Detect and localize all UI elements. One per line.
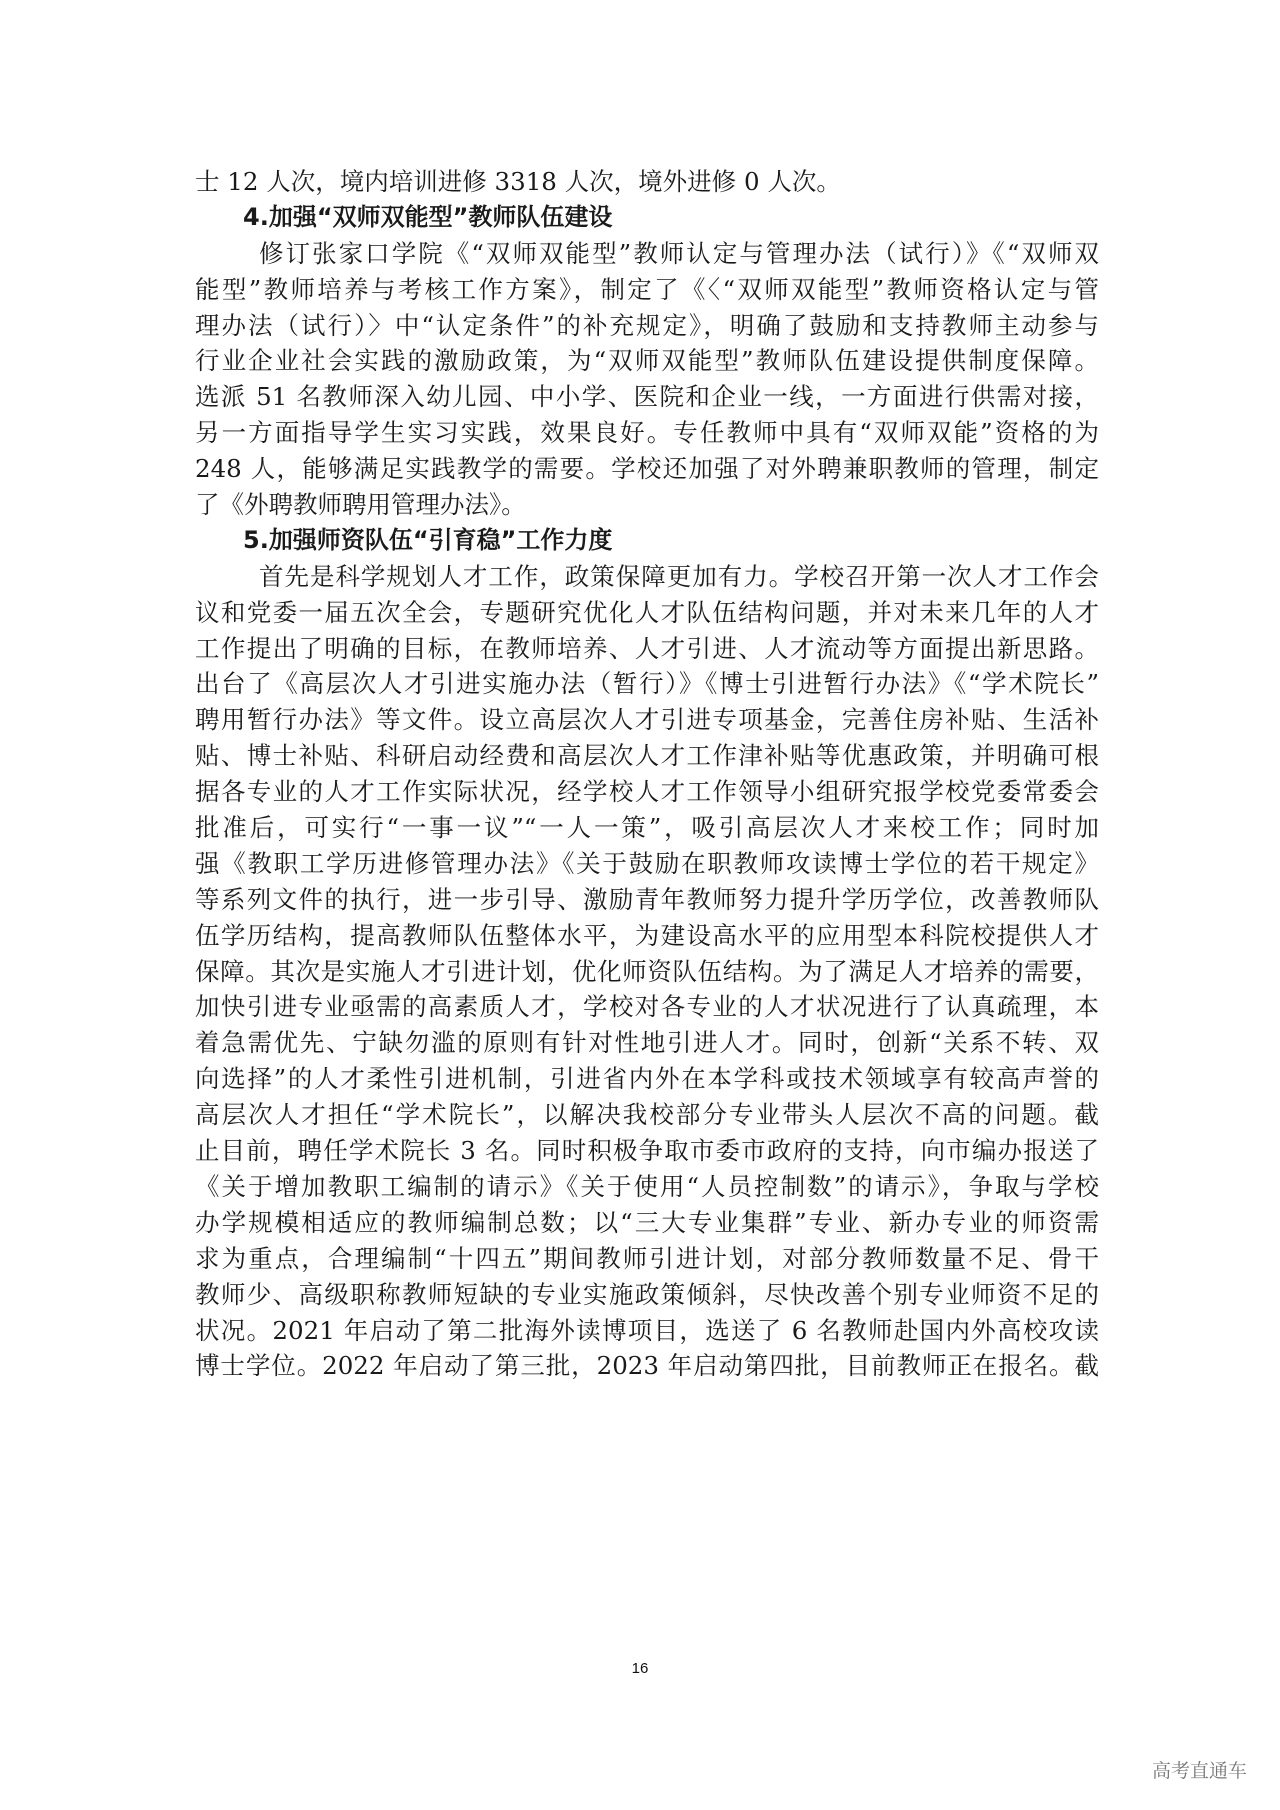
- text-line: 理办法（试行）〉中“认定条件”的补充规定》，明确了鼓励和支持教师主动参与: [195, 310, 1099, 340]
- text-line: 工作提出了明确的目标，在教师培养、人才引进、人才流动等方面提出新思路。: [195, 633, 1099, 663]
- text-line: 行业企业社会实践的激励政策，为“双师双能型”教师队伍建设提供制度保障。: [195, 346, 1099, 376]
- text-line: 据各专业的人才工作实际状况，经学校人才工作领导小组研究报学校党委常委会: [195, 777, 1099, 807]
- text-line: 等系列文件的执行，进一步引导、激励青年教师努力提升学历学位，改善教师队: [195, 884, 1099, 914]
- text-line: 求为重点，合理编制“十四五”期间教师引进计划，对部分教师数量不足、骨干: [195, 1243, 1099, 1273]
- text-line: 加快引进专业亟需的高素质人才，学校对各专业的人才状况进行了认真疏理，本: [195, 992, 1099, 1022]
- watermark-label: 高考直通车: [1151, 1760, 1247, 1782]
- page-number: 16: [631, 1660, 649, 1677]
- text-line: 止目前，聘任学术院长 3 名。同时积极争取市委市政府的支持，向市编办报送了: [195, 1136, 1099, 1166]
- text-line: 《关于增加教职工编制的请示》《关于使用“人员控制数”的请示》，争取与学校: [195, 1171, 1099, 1201]
- text-line: 选派 51 名教师深入幼儿园、中小学、医院和企业一线，一方面进行供需对接，: [195, 382, 1099, 412]
- section-heading-4: 4.加强“双师双能型”教师队伍建设: [243, 202, 613, 231]
- text-line: 保障。其次是实施人才引进计划，优化师资队伍结构。为了满足人才培养的需要，: [195, 956, 1099, 986]
- document-body: [195, 164, 1099, 1384]
- text-line: 另一方面指导学生实习实践，效果良好。专任教师中具有“双师双能”资格的为: [195, 418, 1099, 448]
- paragraph-start-line: 修订张家口学院《“双师双能型”教师认定与管理办法（试行）》《“双师双: [259, 238, 1099, 268]
- text-line: 向选择”的人才柔性引进机制，引进省内外在本学科或技术领域享有较高声誉的: [195, 1064, 1099, 1094]
- text-line: 批准后，可实行“一事一议”“一人一策”，吸引高层次人才来校工作；同时加: [195, 813, 1099, 843]
- text-line: 高层次人才担任“学术院长”，以解决我校部分专业带头人层次不高的问题。截: [195, 1100, 1099, 1130]
- text-line: 士 12 人次，境内培训进修 3318 人次，境外进修 0 人次。: [195, 167, 841, 196]
- text-line: 议和党委一届五次全会，专题研究优化人才队伍结构问题，并对未来几年的人才: [195, 597, 1099, 627]
- text-line: 状况。2021 年启动了第二批海外读博项目，选送了 6 名教师赴国内外高校攻读: [195, 1315, 1099, 1345]
- paragraph-start-line: 首先是科学规划人才工作，政策保障更加有力。学校召开第一次人才工作会: [259, 561, 1099, 591]
- text-line: 248 人，能够满足实践教学的需要。学校还加强了对外聘兼职教师的管理，制定: [195, 454, 1099, 484]
- text-line: 教师少、高级职称教师短缺的专业实施政策倾斜，尽快改善个别专业师资不足的: [195, 1279, 1099, 1309]
- text-line: 强《教职工学历进修管理办法》《关于鼓励在职教师攻读博士学位的若干规定》: [195, 848, 1099, 878]
- text-line: 了《外聘教师聘用管理办法》。: [195, 490, 526, 520]
- text-line: 贴、博士补贴、科研启动经费和高层次人才工作津补贴等优惠政策，并明确可根: [195, 741, 1099, 771]
- text-line: 伍学历结构，提高教师队伍整体水平，为建设高水平的应用型本科院校提供人才: [195, 920, 1099, 950]
- text-line: 能型”教师培养与考核工作方案》，制定了《〈“双师双能型”教师资格认定与管: [195, 274, 1099, 304]
- text-line: 办学规模相适应的教师编制总数；以“三大专业集群”专业、新办专业的师资需: [195, 1207, 1099, 1237]
- text-line: 着急需优先、宁缺勿滥的原则有针对性地引进人才。同时，创新“关系不转、双: [195, 1028, 1099, 1058]
- text-line: 聘用暂行办法》等文件。设立高层次人才引进专项基金，完善住房补贴、生活补: [195, 705, 1099, 735]
- section-heading-5: 5.加强师资队伍“引育稳”工作力度: [243, 525, 613, 554]
- text-line: 博士学位。2022 年启动了第三批，2023 年启动第四批，目前教师正在报名。截: [195, 1351, 1099, 1381]
- text-line: 出台了《高层次人才引进实施办法（暂行）》《博士引进暂行办法》《“学术院长”: [195, 669, 1099, 699]
